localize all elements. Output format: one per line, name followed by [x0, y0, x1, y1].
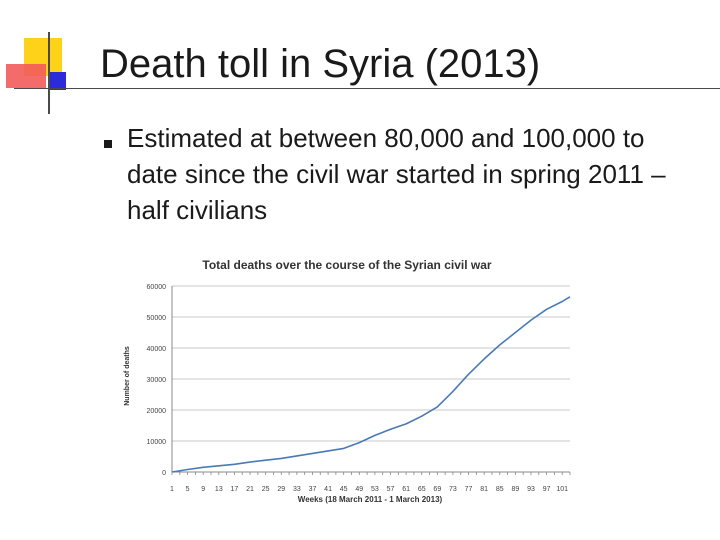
- x-tick-label: 49: [355, 486, 364, 493]
- death-toll-chart: [112, 248, 582, 518]
- x-tick-label: 77: [464, 486, 473, 493]
- x-tick-label: 89: [511, 486, 520, 493]
- y-tick-label: 60000: [146, 284, 166, 291]
- x-tick-label: 61: [402, 486, 411, 493]
- x-tick-label: 101: [556, 486, 569, 493]
- series-line: [172, 297, 570, 472]
- x-axis-label: Weeks (18 March 2011 - 1 March 2013): [297, 495, 443, 504]
- x-tick-label: 93: [527, 486, 535, 493]
- x-tick-label: 21: [246, 486, 254, 493]
- x-tick-label: 37: [308, 486, 317, 493]
- x-tick-label: 5: [185, 486, 190, 493]
- decor-red-square: [6, 64, 46, 88]
- x-tick-label: 9: [201, 486, 206, 493]
- title-underline: [14, 88, 720, 89]
- y-tick-label: 10000: [146, 439, 166, 446]
- x-tick-label: 65: [417, 486, 426, 493]
- x-tick-label: 57: [386, 486, 395, 493]
- y-tick-label: 0: [162, 470, 166, 477]
- y-axis-label: Number of deaths: [124, 346, 131, 406]
- slide-title: Death toll in Syria (2013): [100, 42, 541, 86]
- x-tick-label: 69: [433, 486, 442, 493]
- decor-vertical-line: [48, 32, 50, 114]
- x-tick-label: 73: [449, 486, 457, 493]
- x-tick-label: 41: [324, 486, 332, 493]
- x-tick-labels: [170, 486, 568, 493]
- bullet-text: Estimated at between 80,000 and 100,000 to date since the civil war started in spring 2011 – half civilians: [127, 123, 666, 225]
- x-tick-label: 29: [277, 486, 286, 493]
- x-tick-label: 25: [261, 486, 270, 493]
- x-tick-label: 53: [371, 486, 379, 493]
- y-tick-label: 40000: [146, 346, 166, 353]
- x-tick-label: 97: [542, 486, 551, 493]
- gridlines: [172, 286, 570, 475]
- x-tick-label: 13: [214, 486, 223, 493]
- y-tick-label: 30000: [146, 377, 166, 384]
- series-group: [172, 297, 570, 472]
- x-tick-label: 1: [170, 486, 174, 493]
- x-tick-label: 17: [230, 486, 239, 493]
- y-tick-label: 50000: [146, 315, 166, 322]
- x-tick-label: 33: [292, 486, 301, 493]
- y-tick-labels: [147, 284, 167, 477]
- bullet-square-icon: [104, 140, 112, 148]
- x-tick-label: 45: [339, 486, 348, 493]
- y-tick-label: 20000: [146, 408, 166, 415]
- x-tick-label: 85: [495, 486, 504, 493]
- chart-title: Total deaths over the course of the Syrian civil war: [202, 258, 492, 272]
- x-tick-label: 81: [480, 486, 489, 493]
